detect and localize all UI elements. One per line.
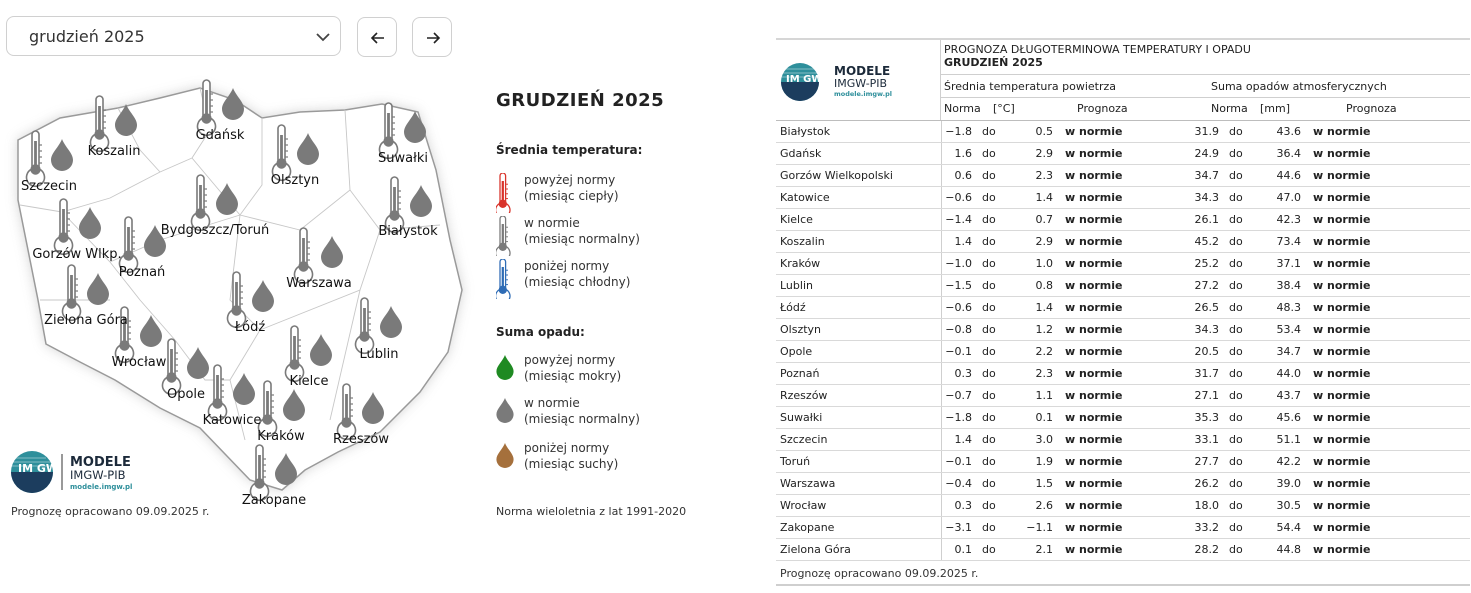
- city-label: Szczecin: [20, 179, 78, 194]
- temp-norm-min: −1.8: [941, 121, 972, 143]
- city-label: Lublin: [359, 347, 399, 362]
- precip-forecast: w normie: [1301, 385, 1470, 407]
- temp-forecast: w normie: [1053, 495, 1186, 517]
- precip-forecast: w normie: [1301, 429, 1470, 451]
- legend-item-label: poniżej normy: [524, 259, 610, 273]
- temp-forecast: w normie: [1053, 231, 1186, 253]
- panel-bottom-rule: [776, 584, 1470, 586]
- col-precip-unit: [mm]: [1260, 102, 1291, 115]
- next-month-button[interactable]: [412, 17, 452, 57]
- city-cell: Opole: [776, 341, 941, 363]
- legend-item: [496, 173, 696, 213]
- city-cell: Olsztyn: [776, 319, 941, 341]
- temp-forecast: w normie: [1053, 451, 1186, 473]
- precip-forecast: w normie: [1301, 451, 1470, 473]
- precip-norm-max: 42.3: [1256, 209, 1301, 231]
- raindrop-icon: [222, 88, 244, 120]
- table-row: [776, 451, 1470, 473]
- precip-forecast: w normie: [1301, 319, 1470, 341]
- temp-norm-min: −0.6: [941, 187, 972, 209]
- svg-text:IM GW: IM GW: [786, 74, 823, 85]
- raindrop-icon: [496, 398, 513, 423]
- temp-norm-min: −0.1: [941, 341, 972, 363]
- do-word: do: [972, 429, 1008, 451]
- table-row: [776, 253, 1470, 275]
- precip-norm-max: 43.7: [1256, 385, 1301, 407]
- legend-item-label: poniżej normy: [524, 441, 610, 455]
- temp-norm-min: −0.8: [941, 319, 972, 341]
- city-cell: Suwałki: [776, 407, 941, 429]
- svg-text:MODELE: MODELE: [70, 455, 131, 470]
- precip-forecast: w normie: [1301, 363, 1470, 385]
- svg-text:IMGW-PIB: IMGW-PIB: [70, 468, 126, 482]
- precip-norm-min: 26.5: [1186, 297, 1219, 319]
- temp-norm-max: 1.2: [1008, 319, 1053, 341]
- city-cell: Poznań: [776, 363, 941, 385]
- city-cell: Toruń: [776, 451, 941, 473]
- city-cell: Katowice: [776, 187, 941, 209]
- do-word: do: [972, 341, 1008, 363]
- precip-forecast: w normie: [1301, 209, 1470, 231]
- map-footer: Prognozę opracowano 09.09.2025 r.: [11, 505, 210, 518]
- precip-norm-max: 36.4: [1256, 143, 1301, 165]
- temp-norm-max: 1.4: [1008, 297, 1053, 319]
- precip-norm-min: 27.7: [1186, 451, 1219, 473]
- precip-norm-min: 26.2: [1186, 473, 1219, 495]
- precip-norm-min: 31.7: [1186, 363, 1219, 385]
- temp-norm-max: 0.5: [1008, 121, 1053, 143]
- table-row: [776, 275, 1470, 297]
- temp-norm-min: −0.7: [941, 385, 972, 407]
- arrow-right-icon: [425, 30, 441, 46]
- precip-forecast: w normie: [1301, 165, 1470, 187]
- temp-forecast: w normie: [1053, 319, 1186, 341]
- city-cell: Warszawa: [776, 473, 941, 495]
- table-row: [776, 363, 1470, 385]
- temp-norm-max: −1.1: [1008, 517, 1053, 539]
- temp-norm-min: 1.4: [941, 429, 972, 451]
- precip-forecast: w normie: [1301, 297, 1470, 319]
- temp-norm-min: −1.4: [941, 209, 972, 231]
- temp-forecast: w normie: [1053, 253, 1186, 275]
- city-label: Wrocław: [111, 355, 167, 370]
- legend-precip-title: Suma opadu:: [496, 325, 585, 339]
- do-word: do: [1219, 407, 1256, 429]
- precip-forecast: w normie: [1301, 231, 1470, 253]
- table-row: [776, 165, 1470, 187]
- table-row: [776, 143, 1470, 165]
- precip-norm-max: 34.7: [1256, 341, 1301, 363]
- precip-norm-max: 38.4: [1256, 275, 1301, 297]
- temp-norm-max: 0.1: [1008, 407, 1053, 429]
- legend-item: [496, 396, 696, 436]
- do-word: do: [972, 143, 1008, 165]
- temp-forecast: w normie: [1053, 363, 1186, 385]
- precip-norm-min: 34.7: [1186, 165, 1219, 187]
- city-label: Bydgoszcz/Toruń: [160, 223, 270, 238]
- precip-norm-max: 43.6: [1256, 121, 1301, 143]
- legend-item-note: (miesiąc normalny): [524, 412, 640, 426]
- previous-month-button[interactable]: [357, 17, 397, 57]
- city-label: Opole: [166, 387, 206, 402]
- do-word: do: [972, 495, 1008, 517]
- thermometer-icon: [496, 259, 510, 299]
- table-row: [776, 341, 1470, 363]
- city-cell: Wrocław: [776, 495, 941, 517]
- table-row: [776, 385, 1470, 407]
- city-label: Zielona Góra: [44, 313, 128, 328]
- do-word: do: [972, 385, 1008, 407]
- precip-norm-max: 37.1: [1256, 253, 1301, 275]
- do-word: do: [1219, 363, 1256, 385]
- table-title: PROGNOZA DŁUGOTERMINOWA TEMPERATURY I OPADU: [944, 43, 1251, 56]
- temp-forecast: w normie: [1053, 429, 1186, 451]
- city-cell: Szczecin: [776, 429, 941, 451]
- precip-norm-min: 24.9: [1186, 143, 1219, 165]
- precip-norm-min: 35.3: [1186, 407, 1219, 429]
- svg-text:MODELE: MODELE: [834, 64, 891, 78]
- do-word: do: [1219, 495, 1256, 517]
- col-precip-prognoza: Prognoza: [1346, 102, 1397, 115]
- do-word: do: [972, 407, 1008, 429]
- svg-text:modele.imgw.pl: modele.imgw.pl: [70, 483, 133, 491]
- temp-norm-max: 1.4: [1008, 187, 1053, 209]
- do-word: do: [1219, 473, 1256, 495]
- do-word: do: [972, 165, 1008, 187]
- do-word: do: [1219, 385, 1256, 407]
- precip-forecast: w normie: [1301, 253, 1470, 275]
- table-row: [776, 429, 1470, 451]
- col-precip-norma: Norma: [1211, 102, 1248, 115]
- city-cell: Kielce: [776, 209, 941, 231]
- precip-norm-min: 27.2: [1186, 275, 1219, 297]
- precip-norm-min: 20.5: [1186, 341, 1219, 363]
- table-row: [776, 121, 1470, 143]
- city-cell: Lublin: [776, 275, 941, 297]
- city-label: Rzeszów: [332, 432, 390, 447]
- temp-norm-max: 2.9: [1008, 143, 1053, 165]
- precip-norm-max: 51.1: [1256, 429, 1301, 451]
- do-word: do: [1219, 275, 1256, 297]
- do-word: do: [972, 451, 1008, 473]
- temp-norm-min: 0.3: [941, 363, 972, 385]
- do-word: do: [972, 187, 1008, 209]
- precip-norm-max: 30.5: [1256, 495, 1301, 517]
- precip-norm-max: 53.4: [1256, 319, 1301, 341]
- precip-forecast: w normie: [1301, 517, 1470, 539]
- do-word: do: [972, 539, 1008, 561]
- precip-norm-min: 34.3: [1186, 187, 1219, 209]
- precip-forecast: w normie: [1301, 121, 1470, 143]
- city-label: Katowice: [202, 413, 262, 428]
- temp-norm-max: 2.3: [1008, 363, 1053, 385]
- thermometer-icon: [496, 216, 510, 256]
- do-word: do: [1219, 143, 1256, 165]
- arrow-left-icon: [370, 30, 386, 46]
- temp-norm-max: 2.3: [1008, 165, 1053, 187]
- precip-norm-min: 26.1: [1186, 209, 1219, 231]
- header-divider: [940, 40, 941, 120]
- temp-norm-max: 0.8: [1008, 275, 1053, 297]
- table-row: [776, 209, 1470, 231]
- city-label: Koszalin: [87, 144, 141, 159]
- raindrop-icon: [496, 443, 513, 468]
- precip-norm-max: 42.2: [1256, 451, 1301, 473]
- do-word: do: [972, 363, 1008, 385]
- imgw-logo: [10, 450, 140, 500]
- raindrop-icon: [496, 355, 513, 380]
- temp-norm-min: −1.0: [941, 253, 972, 275]
- do-word: do: [1219, 429, 1256, 451]
- table-row: [776, 231, 1470, 253]
- city-cell: Zielona Góra: [776, 539, 941, 561]
- precip-norm-max: 54.4: [1256, 517, 1301, 539]
- temp-norm-min: 0.1: [941, 539, 972, 561]
- temp-forecast: w normie: [1053, 539, 1186, 561]
- temp-norm-max: 2.6: [1008, 495, 1053, 517]
- legend-item-note: (miesiąc ciepły): [524, 189, 619, 203]
- do-word: do: [1219, 187, 1256, 209]
- temp-group-header: Średnia temperatura powietrza: [944, 80, 1117, 93]
- city-cell: Białystok: [776, 121, 941, 143]
- do-word: do: [1219, 297, 1256, 319]
- temp-forecast: w normie: [1053, 121, 1186, 143]
- col-temp-unit: [°C]: [993, 102, 1015, 115]
- temp-norm-min: −0.1: [941, 451, 972, 473]
- table-row: [776, 539, 1470, 561]
- do-word: do: [972, 297, 1008, 319]
- precip-norm-min: 31.9: [1186, 121, 1219, 143]
- table-row: [776, 297, 1470, 319]
- legend-item-note: (miesiąc normalny): [524, 232, 640, 246]
- table-row: [776, 495, 1470, 517]
- col-temp-norma: Norma: [944, 102, 981, 115]
- precip-norm-max: 45.6: [1256, 407, 1301, 429]
- temp-norm-max: 3.0: [1008, 429, 1053, 451]
- legend-item-label: powyżej normy: [524, 173, 616, 187]
- thermometer-icon: [496, 173, 510, 213]
- temp-norm-min: 1.6: [941, 143, 972, 165]
- temp-norm-min: −1.5: [941, 275, 972, 297]
- precip-forecast: w normie: [1301, 275, 1470, 297]
- temp-forecast: w normie: [1053, 407, 1186, 429]
- legend-title: GRUDZIEŃ 2025: [496, 90, 665, 111]
- city-cell: Koszalin: [776, 231, 941, 253]
- city-label: Białystok: [378, 224, 438, 239]
- do-word: do: [1219, 341, 1256, 363]
- do-word: do: [972, 319, 1008, 341]
- city-cell: Gdańsk: [776, 143, 941, 165]
- svg-text:modele.imgw.pl: modele.imgw.pl: [834, 90, 892, 98]
- svg-text:IMGW-PIB: IMGW-PIB: [834, 77, 888, 90]
- precip-forecast: w normie: [1301, 407, 1470, 429]
- temp-forecast: w normie: [1053, 209, 1186, 231]
- temp-norm-max: 0.7: [1008, 209, 1053, 231]
- header-rule: [940, 74, 1470, 75]
- temp-norm-min: −0.4: [941, 473, 972, 495]
- do-word: do: [972, 473, 1008, 495]
- temp-norm-min: −3.1: [941, 517, 972, 539]
- temp-forecast: w normie: [1053, 165, 1186, 187]
- table-subtitle: GRUDZIEŃ 2025: [944, 56, 1043, 69]
- do-word: do: [972, 209, 1008, 231]
- temp-norm-max: 2.9: [1008, 231, 1053, 253]
- precip-norm-min: 45.2: [1186, 231, 1219, 253]
- month-select-value: grudzień 2025: [29, 27, 145, 46]
- precip-norm-min: 18.0: [1186, 495, 1219, 517]
- legend-norma-note: Norma wieloletnia z lat 1991-2020: [496, 505, 687, 518]
- temp-norm-max: 1.5: [1008, 473, 1053, 495]
- city-cell: Łódź: [776, 297, 941, 319]
- do-word: do: [1219, 319, 1256, 341]
- forecast-table: [776, 121, 1470, 561]
- do-word: do: [1219, 121, 1256, 143]
- temp-forecast: w normie: [1053, 297, 1186, 319]
- city-label: Gorzów Wlkp.: [32, 247, 122, 262]
- do-word: do: [1219, 209, 1256, 231]
- do-word: do: [972, 121, 1008, 143]
- temp-forecast: w normie: [1053, 517, 1186, 539]
- temp-norm-min: 0.6: [941, 165, 972, 187]
- city-cell: Rzeszów: [776, 385, 941, 407]
- legend-temp-title: Średnia temperatura:: [496, 143, 643, 157]
- do-word: do: [972, 275, 1008, 297]
- legend-item-label: w normie: [524, 216, 580, 230]
- temp-norm-min: 1.4: [941, 231, 972, 253]
- city-label: Łódź: [234, 320, 266, 335]
- do-word: do: [1219, 451, 1256, 473]
- precip-norm-max: 47.0: [1256, 187, 1301, 209]
- city-label: Kraków: [257, 429, 305, 444]
- legend-item: [496, 353, 696, 393]
- precip-norm-min: 34.3: [1186, 319, 1219, 341]
- city-cell: Zakopane: [776, 517, 941, 539]
- temp-norm-max: 1.0: [1008, 253, 1053, 275]
- city-cell: Gorzów Wielkopolski: [776, 165, 941, 187]
- precip-norm-max: 48.3: [1256, 297, 1301, 319]
- city-label: Olsztyn: [270, 173, 320, 188]
- temp-norm-max: 1.1: [1008, 385, 1053, 407]
- city-label: Suwałki: [378, 151, 428, 166]
- chevron-down-icon: [314, 28, 332, 46]
- precip-norm-min: 28.2: [1186, 539, 1219, 561]
- precip-forecast: w normie: [1301, 495, 1470, 517]
- precip-norm-max: 44.0: [1256, 363, 1301, 385]
- table-row: [776, 319, 1470, 341]
- precip-norm-max: 44.8: [1256, 539, 1301, 561]
- do-word: do: [1219, 253, 1256, 275]
- col-temp-prognoza: Prognoza: [1077, 102, 1128, 115]
- precip-norm-min: 33.2: [1186, 517, 1219, 539]
- panel-top-rule: [776, 38, 1470, 40]
- do-word: do: [972, 253, 1008, 275]
- table-row: [776, 473, 1470, 495]
- temp-norm-max: 1.9: [1008, 451, 1053, 473]
- city-label: Gdańsk: [195, 128, 245, 143]
- do-word: do: [1219, 165, 1256, 187]
- table-row: [776, 407, 1470, 429]
- precip-forecast: w normie: [1301, 539, 1470, 561]
- precip-group-header: Suma opadów atmosferycznych: [1211, 80, 1387, 93]
- do-word: do: [972, 231, 1008, 253]
- precip-norm-max: 39.0: [1256, 473, 1301, 495]
- temp-forecast: w normie: [1053, 473, 1186, 495]
- temp-norm-max: 2.1: [1008, 539, 1053, 561]
- legend-item-note: (miesiąc mokry): [524, 369, 622, 383]
- temp-forecast: w normie: [1053, 341, 1186, 363]
- temp-forecast: w normie: [1053, 187, 1186, 209]
- table-row: [776, 187, 1470, 209]
- imgw-logo-table: [780, 62, 900, 106]
- legend-item-note: (miesiąc suchy): [524, 457, 619, 471]
- temp-norm-min: −0.6: [941, 297, 972, 319]
- do-word: do: [1219, 231, 1256, 253]
- legend-item: [496, 259, 696, 299]
- precip-norm-max: 73.4: [1256, 231, 1301, 253]
- temp-forecast: w normie: [1053, 275, 1186, 297]
- table-row: [776, 517, 1470, 539]
- legend-item-label: powyżej normy: [524, 353, 616, 367]
- precip-norm-min: 25.2: [1186, 253, 1219, 275]
- table-footer: Prognozę opracowano 09.09.2025 r.: [780, 567, 979, 580]
- legend-item-label: w normie: [524, 396, 580, 410]
- city-label: Kielce: [289, 374, 329, 389]
- city-cell: Kraków: [776, 253, 941, 275]
- city-label: Poznań: [118, 265, 166, 280]
- temp-norm-min: −1.8: [941, 407, 972, 429]
- temp-forecast: w normie: [1053, 385, 1186, 407]
- city-label: Warszawa: [286, 276, 352, 291]
- temp-norm-max: 2.2: [1008, 341, 1053, 363]
- legend-item: [496, 216, 696, 256]
- precip-forecast: w normie: [1301, 187, 1470, 209]
- precip-norm-max: 44.6: [1256, 165, 1301, 187]
- month-select[interactable]: [6, 16, 341, 56]
- precip-forecast: w normie: [1301, 143, 1470, 165]
- precip-forecast: w normie: [1301, 341, 1470, 363]
- temp-forecast: w normie: [1053, 143, 1186, 165]
- precip-norm-min: 33.1: [1186, 429, 1219, 451]
- precip-forecast: w normie: [1301, 473, 1470, 495]
- legend-item-note: (miesiąc chłodny): [524, 275, 631, 289]
- do-word: do: [1219, 517, 1256, 539]
- header-rule: [940, 97, 1470, 98]
- svg-text:IM GW: IM GW: [18, 462, 59, 475]
- legend-item: [496, 441, 696, 481]
- do-word: do: [972, 517, 1008, 539]
- do-word: do: [1219, 539, 1256, 561]
- precip-norm-min: 27.1: [1186, 385, 1219, 407]
- city-label: Zakopane: [241, 493, 307, 508]
- temp-norm-min: 0.3: [941, 495, 972, 517]
